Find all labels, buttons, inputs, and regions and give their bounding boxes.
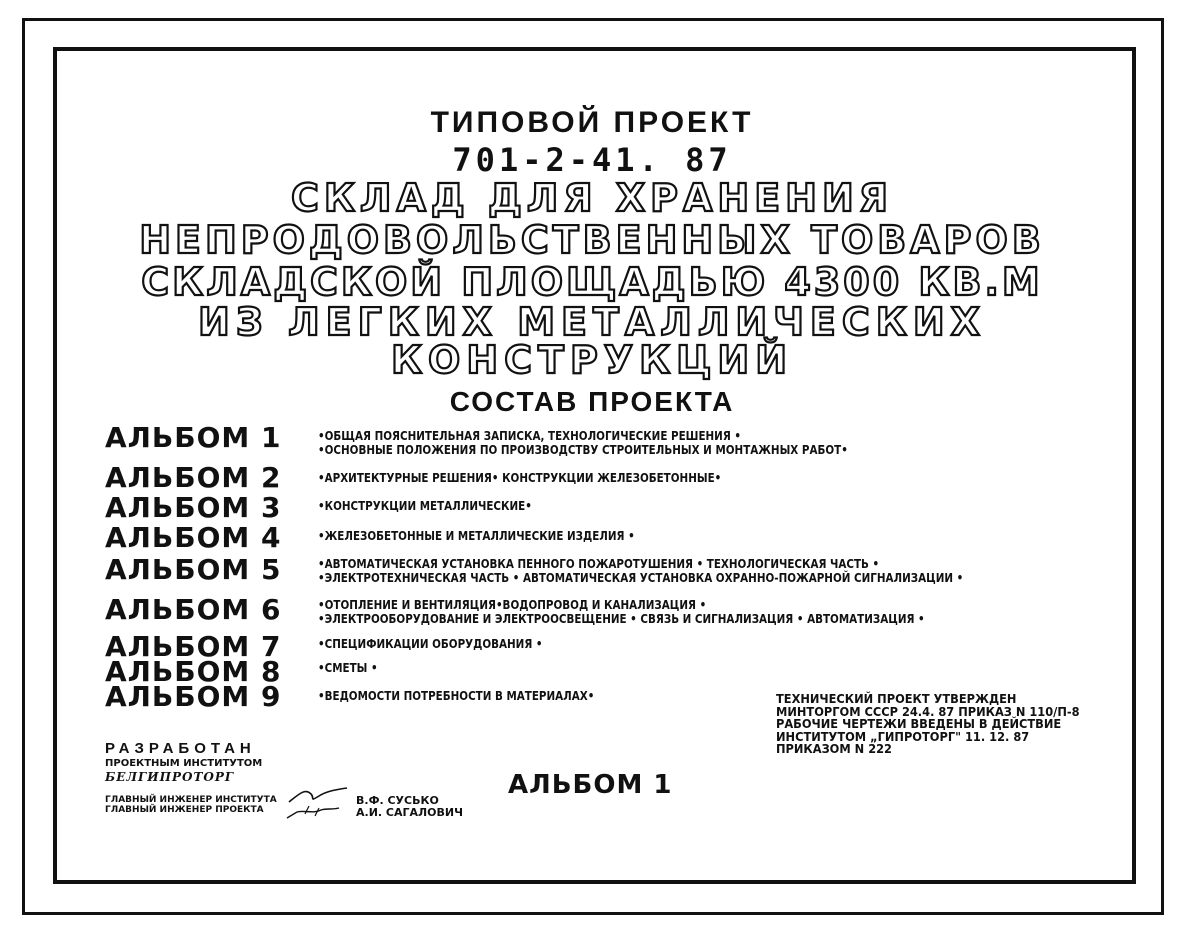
- names-list: [356, 795, 463, 819]
- album-description-line: •ЖЕЛЕЗОБЕТОННЫЕ И МЕТАЛЛИЧЕСКИЕ ИЗДЕЛИЯ •: [318, 528, 635, 543]
- album-description: [318, 637, 543, 651]
- album-label: АЛЬБОМ 2: [105, 461, 282, 494]
- album-label: АЛЬБОМ 7: [105, 630, 282, 663]
- album-description-line: •ОСНОВНЫЕ ПОЛОЖЕНИЯ ПО ПРОИЗВОДСТВУ СТРОИТЕЛЬНЫХ И МОНТАЖНЫХ РАБОТ•: [318, 442, 848, 457]
- album-description-line: •ВЕДОМОСТИ ПОТРЕБНОСТИ В МАТЕРИАЛАХ•: [318, 688, 595, 703]
- album-description-line: •АВТОМАТИЧЕСКАЯ УСТАНОВКА ПЕННОГО ПОЖАРОТУШЕНИЯ • ТЕХНОЛОГИЧЕСКАЯ ЧАСТЬ •: [318, 556, 880, 571]
- approval-line: МИНТОРГОМ СССР 24.4. 87 ПРИКАЗ N 110/П-8: [776, 704, 1080, 719]
- project-code: 701-2-41. 87: [452, 141, 732, 179]
- album-description-line: •СПЕЦИФИКАЦИИ ОБОРУДОВАНИЯ •: [318, 636, 543, 651]
- album-description: [318, 471, 721, 485]
- composition-heading: СОСТАВ ПРОЕКТА: [449, 386, 735, 417]
- album-description: [318, 499, 532, 513]
- role-label: ГЛАВНЫЙ ИНЖЕНЕР ИНСТИТУТА: [105, 795, 277, 805]
- roles-list: [105, 795, 277, 815]
- approval-block: [776, 693, 1080, 756]
- title-line: КОНСТРУКЦИЙ: [390, 338, 794, 382]
- album-description: [318, 661, 378, 675]
- album-description-line: •СМЕТЫ •: [318, 660, 378, 675]
- approval-line: ПРИКАЗОМ N 222: [776, 742, 892, 756]
- album-description-line: •ЭЛЕКТРООБОРУДОВАНИЕ И ЭЛЕКТРООСВЕЩЕНИЕ • СВЯЗЬ И СИГНАЛИЗАЦИЯ • АВТОМАТИЗАЦИЯ •: [318, 611, 925, 626]
- title-line: НЕПРОДОВОЛЬСТВЕННЫХ ТОВАРОВ: [139, 218, 1045, 262]
- title-line: СКЛАДСКОЙ ПЛОЩАДЬЮ 4300 КВ.М: [141, 260, 1043, 304]
- album-description-line: •АРХИТЕКТУРНЫЕ РЕШЕНИЯ• КОНСТРУКЦИИ ЖЕЛЕЗОБЕТОННЫЕ•: [318, 470, 722, 485]
- album-label: АЛЬБОМ 3: [105, 491, 282, 524]
- album-description-line: •КОНСТРУКЦИИ МЕТАЛЛИЧЕСКИЕ•: [318, 498, 532, 513]
- album-label: АЛЬБОМ 6: [105, 593, 282, 626]
- album-description-line: •ОТОПЛЕНИЕ И ВЕНТИЛЯЦИЯ•ВОДОПРОВОД И КАНАЛИЗАЦИЯ •: [318, 597, 707, 612]
- album-label: АЛЬБОМ 9: [105, 680, 282, 713]
- developer-title: РАЗРАБОТАН: [105, 740, 256, 757]
- album-description-line: •ЭЛЕКТРОТЕХНИЧЕСКАЯ ЧАСТЬ • АВТОМАТИЧЕСКАЯ УСТАНОВКА ОХРАННО-ПОЖАРНОЙ СИГНАЛИЗАЦИИ •: [318, 570, 964, 585]
- role-label: ГЛАВНЫЙ ИНЖЕНЕР ПРОЕКТА: [105, 805, 264, 815]
- album-description: [318, 557, 963, 585]
- album-description: [318, 689, 594, 703]
- project-type: ТИПОВОЙ ПРОЕКТ: [430, 106, 754, 139]
- album-label: АЛЬБОМ 5: [105, 553, 282, 586]
- album-label: АЛЬБОМ 8: [105, 655, 282, 688]
- album-description: [318, 429, 848, 457]
- album-description: [318, 529, 635, 543]
- title-line: ИЗ ЛЕГКИХ МЕТАЛЛИЧЕСКИХ: [198, 300, 986, 344]
- approval-line: ИНСТИТУТОМ „ГИПРОТОРГ" 11. 12. 87: [776, 729, 1030, 744]
- signature-image: [285, 780, 351, 820]
- album-label: АЛЬБОМ 4: [105, 521, 282, 554]
- album-label: АЛЬБОМ 1: [105, 421, 282, 454]
- album-description: [318, 598, 925, 626]
- album-description-line: •ОБЩАЯ ПОЯСНИТЕЛЬНАЯ ЗАПИСКА, ТЕХНОЛОГИЧЕСКИЕ РЕШЕНИЯ •: [318, 428, 742, 443]
- approval-line: ТЕХНИЧЕСКИЙ ПРОЕКТ УТВЕРЖДЕН: [776, 692, 1017, 706]
- title-line: СКЛАД ДЛЯ ХРАНЕНИЯ: [290, 176, 894, 220]
- developer-institute: ПРОЕКТНЫМ ИНСТИТУТОМ: [105, 758, 263, 769]
- person-name: А.И. САГАЛОВИЧ: [356, 806, 463, 819]
- person-name: В.Ф. СУСЬКО: [356, 794, 439, 807]
- developer-name: БЕЛГИПРОТОРГ: [105, 770, 235, 784]
- approval-line: РАБОЧИЕ ЧЕРТЕЖИ ВВЕДЕНЫ В ДЕЙСТВИЕ: [776, 717, 1062, 731]
- current-album-label: АЛЬБОМ 1: [508, 770, 673, 800]
